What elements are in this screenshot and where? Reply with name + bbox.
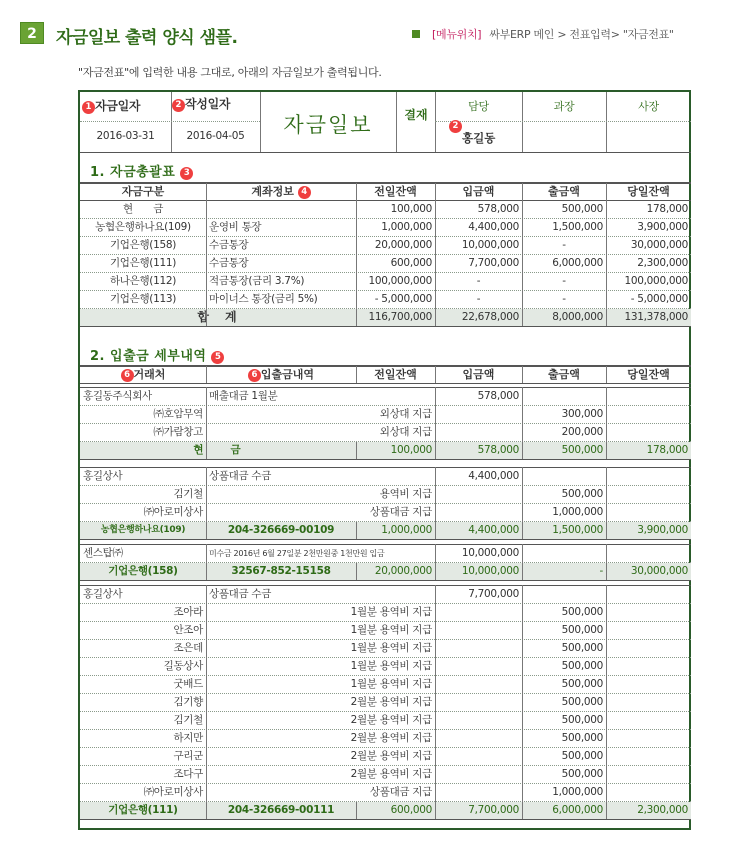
daily-fund-report (78, 90, 691, 830)
s1-header: 입금액 (462, 185, 495, 198)
withdrawal: 500,000 (561, 660, 603, 672)
counterparty: 구리군 (173, 750, 203, 762)
deposit (438, 712, 519, 729)
deposit (438, 640, 519, 657)
deposit (438, 766, 519, 783)
amount: - 5,000,000 (374, 293, 432, 305)
transaction-detail: 2월분 용역비 지급 (350, 732, 432, 744)
role-president: 사장 (638, 100, 659, 113)
account-info: 수금통장 (209, 239, 249, 251)
amount: 100,000,000 (624, 275, 688, 287)
s2-header: 당일잔액 (627, 368, 670, 381)
s2-header: 입금액 (462, 368, 495, 381)
transaction-detail: 2월분 용역비 지급 (350, 768, 432, 780)
subtotal-amount: 1,000,000 (381, 524, 432, 536)
subtotal-amount: 600,000 (390, 804, 432, 816)
amount: 10,000,000 (461, 239, 519, 251)
transaction-detail: 상품대금 수금 (209, 470, 272, 482)
counterparty: 홍길상사 (83, 588, 123, 600)
withdrawal: 500,000 (561, 768, 603, 780)
badge: 6 (121, 369, 134, 382)
written-date-label: 2 작성일자 (172, 96, 230, 113)
amount: 6,000,000 (552, 257, 603, 269)
subtotal-amount: 500,000 (561, 444, 603, 456)
s1-header: 계좌정보 4 (206, 183, 356, 200)
section2-title: 2. 입출금 세부내역 5 (90, 345, 224, 364)
menu-location (412, 26, 674, 42)
badge: 2 (172, 99, 185, 112)
fund-type: 하나은행(112) (109, 275, 177, 287)
counterparty: ㈜아로미상사 (143, 786, 203, 798)
withdrawal: 500,000 (561, 642, 603, 654)
amount: 3,900,000 (637, 221, 688, 233)
counterparty: 김기철 (173, 488, 203, 500)
amount: - (562, 275, 566, 287)
fund-type: 기업은행(158) (109, 239, 177, 251)
s2-header: 출금액 (548, 368, 580, 381)
withdrawal (525, 545, 603, 562)
transaction-detail: 미수금 2016년 6월 27일분 2천만원중 1천만원 입금 (209, 549, 385, 558)
account-info: 수금통장 (209, 257, 249, 269)
account-info: 마이너스 통장(금리 5%) (209, 293, 318, 305)
amount: 1,500,000 (552, 221, 603, 233)
deposit (438, 486, 519, 503)
s1-header: 전일잔액 (374, 185, 417, 198)
amount: 178,000 (646, 203, 688, 215)
badge: 5 (211, 351, 224, 364)
transaction-detail: 2월분 용역비 지급 (350, 714, 432, 726)
withdrawal: 500,000 (561, 732, 603, 744)
subtotal-account: 기업은행(158) (108, 565, 178, 577)
subtotal-amount: 178,000 (646, 444, 688, 456)
menu-path: 싸부ERP 메인 > 전표입력> "자금전표" (489, 28, 674, 41)
subtotal-amount: 7,700,000 (468, 804, 519, 816)
transaction-detail: 외상대 지급 (379, 408, 432, 420)
withdrawal: 1,000,000 (552, 786, 603, 798)
withdrawal: 500,000 (561, 714, 603, 726)
badge: 6 (248, 369, 261, 382)
transaction-detail: 1월분 용역비 지급 (350, 606, 432, 618)
amount: 500,000 (561, 203, 603, 215)
subtotal-account: 농협은행하나요(109) (100, 525, 186, 535)
subtotal-amount: 4,400,000 (468, 524, 519, 536)
transaction-detail: 상품대금 지급 (369, 506, 432, 518)
s1-header: 당일잔액 (627, 185, 670, 198)
total-amount: 131,378,000 (624, 311, 688, 323)
deposit (438, 504, 519, 521)
amount: 20,000,000 (374, 239, 432, 251)
withdrawal: 500,000 (561, 750, 603, 762)
s1-header: 출금액 (548, 185, 580, 198)
subtotal-amount: 6,000,000 (552, 804, 603, 816)
subtotal-amount: 2,300,000 (637, 804, 688, 816)
counterparty: 조은데 (173, 642, 203, 654)
subtotal-account-no: 32567-852-15158 (231, 565, 331, 577)
counterparty: 홍길상사 (83, 470, 123, 482)
menu-location-label: [메뉴위치] (432, 28, 482, 41)
transaction-detail: 상품대금 수금 (209, 588, 272, 600)
subtotal-amount: 1,500,000 (552, 524, 603, 536)
total-amount: 8,000,000 (552, 311, 603, 323)
amount: - (476, 275, 481, 287)
deposit (438, 730, 519, 747)
approval-label: 결재 (404, 108, 428, 122)
withdrawal (525, 388, 603, 405)
description: "자금전표"에 입력한 내용 그대로, 아래의 자금일보가 출력됩니다. (78, 66, 382, 79)
deposit: 10,000,000 (461, 547, 519, 559)
counterparty: 김기철 (173, 714, 203, 726)
counterparty: 센스탑㈜ (83, 547, 123, 559)
deposit (438, 784, 519, 801)
section-number: 2 (20, 22, 44, 44)
deposit (438, 676, 519, 693)
transaction-detail: 2월분 용역비 지급 (350, 696, 432, 708)
transaction-detail: 1월분 용역비 지급 (350, 678, 432, 690)
badge: 4 (298, 186, 311, 199)
deposit (438, 424, 519, 441)
s1-header: 자금구분 (121, 185, 165, 198)
transaction-detail: 용역비 지급 (379, 488, 432, 500)
subtotal-amount: 30,000,000 (630, 565, 688, 577)
fund-type: 기업은행(111) (109, 257, 177, 269)
fund-type: 농협은행하나요(109) (95, 221, 191, 233)
counterparty: 굿배드 (173, 678, 203, 690)
s2-header: 6 거래처 (80, 366, 206, 383)
amount: 30,000,000 (630, 239, 688, 251)
account-info: 운영비 통장 (209, 221, 262, 233)
staff-name: 2홍길동 (449, 120, 495, 137)
counterparty: 홍길동주식회사 (83, 390, 152, 402)
subtotal-amount: 10,000,000 (461, 565, 519, 577)
total-amount: 22,678,000 (461, 311, 519, 323)
counterparty: 하지만 (173, 732, 203, 744)
badge: 1 (82, 101, 95, 114)
transaction-detail: 1월분 용역비 지급 (350, 660, 432, 672)
fund-type: 기업은행(113) (109, 293, 177, 305)
section1-title: 1. 자금총괄표 3 (90, 161, 193, 180)
page-title: 자금일보 출력 양식 샘플. (56, 28, 238, 48)
amount: 7,700,000 (468, 257, 519, 269)
counterparty: 조다구 (173, 768, 203, 780)
counterparty: ㈜호암무역 (153, 408, 203, 420)
subtotal-account: 기업은행(111) (108, 804, 178, 816)
fund-type: 현 금 (122, 203, 164, 215)
amount: 1,000,000 (381, 221, 432, 233)
total-amount: 116,700,000 (368, 311, 432, 323)
counterparty: 조아라 (173, 606, 203, 618)
subtotal-amount: - (599, 565, 603, 577)
amount: - 5,000,000 (630, 293, 688, 305)
transaction-detail: 1월분 용역비 지급 (350, 624, 432, 636)
counterparty: ㈜가람창고 (153, 426, 203, 438)
total-label: 합 계 (197, 310, 239, 324)
amount: - (562, 239, 566, 251)
deposit (438, 658, 519, 675)
page-header (20, 22, 720, 46)
badge: 2 (449, 120, 462, 133)
transaction-detail: 1월분 용역비 지급 (350, 642, 432, 654)
deposit (438, 406, 519, 423)
withdrawal: 500,000 (561, 624, 603, 636)
amount: - (562, 293, 566, 305)
subtotal-label: 현 금 (193, 444, 243, 456)
subtotal-amount: 20,000,000 (374, 565, 432, 577)
deposit (438, 748, 519, 765)
subtotal-amount: 3,900,000 (637, 524, 688, 536)
deposit: 4,400,000 (468, 470, 519, 482)
transaction-detail: 2월분 용역비 지급 (350, 750, 432, 762)
transaction-detail: 외상대 지급 (379, 426, 432, 438)
subtotal-account-no: 204-326669-00111 (227, 804, 335, 816)
account-info: 적금통장(금리 3.7%) (209, 275, 305, 287)
amount: 100,000 (390, 203, 432, 215)
counterparty: ㈜아로미상사 (143, 506, 203, 518)
counterparty: 안조아 (173, 624, 203, 636)
amount: 4,400,000 (468, 221, 519, 233)
document-title: 자금일보 (283, 113, 373, 137)
subtotal-amount: 578,000 (477, 444, 519, 456)
subtotal-amount: 100,000 (390, 444, 432, 456)
withdrawal (525, 468, 603, 485)
badge: 3 (180, 167, 193, 180)
withdrawal: 500,000 (561, 696, 603, 708)
counterparty: 길동상사 (163, 660, 203, 672)
withdrawal: 1,000,000 (552, 506, 603, 518)
account-info (209, 201, 353, 218)
transaction-detail: 매출대금 1월분 (209, 390, 278, 402)
amount: 2,300,000 (637, 257, 688, 269)
s2-header: 6 입출금내역 (206, 366, 356, 383)
written-date: 2016-04-05 (186, 130, 245, 142)
counterparty: 김기향 (173, 696, 203, 708)
role-manager: 과장 (553, 100, 575, 113)
s2-header: 전일잔액 (374, 368, 417, 381)
report-date: 2016-03-31 (96, 130, 155, 142)
subtotal-account-no: 204-326669-00109 (227, 524, 335, 536)
deposit (438, 622, 519, 639)
amount: 600,000 (390, 257, 432, 269)
report-date-label: 1 자금일자 (82, 98, 140, 115)
deposit: 578,000 (477, 390, 519, 402)
withdrawal: 500,000 (561, 606, 603, 618)
role-staff: 담당 (468, 100, 489, 113)
withdrawal: 200,000 (561, 426, 603, 438)
withdrawal (525, 586, 603, 603)
transaction-detail: 상품대금 지급 (369, 786, 432, 798)
withdrawal: 500,000 (561, 488, 603, 500)
amount: 100,000,000 (368, 275, 432, 287)
deposit (438, 604, 519, 621)
deposit: 7,700,000 (468, 588, 519, 600)
amount: - (476, 293, 481, 305)
square-bullet-icon (412, 30, 420, 38)
withdrawal: 500,000 (561, 678, 603, 690)
withdrawal: 300,000 (561, 408, 603, 420)
amount: 578,000 (477, 203, 519, 215)
deposit (438, 694, 519, 711)
